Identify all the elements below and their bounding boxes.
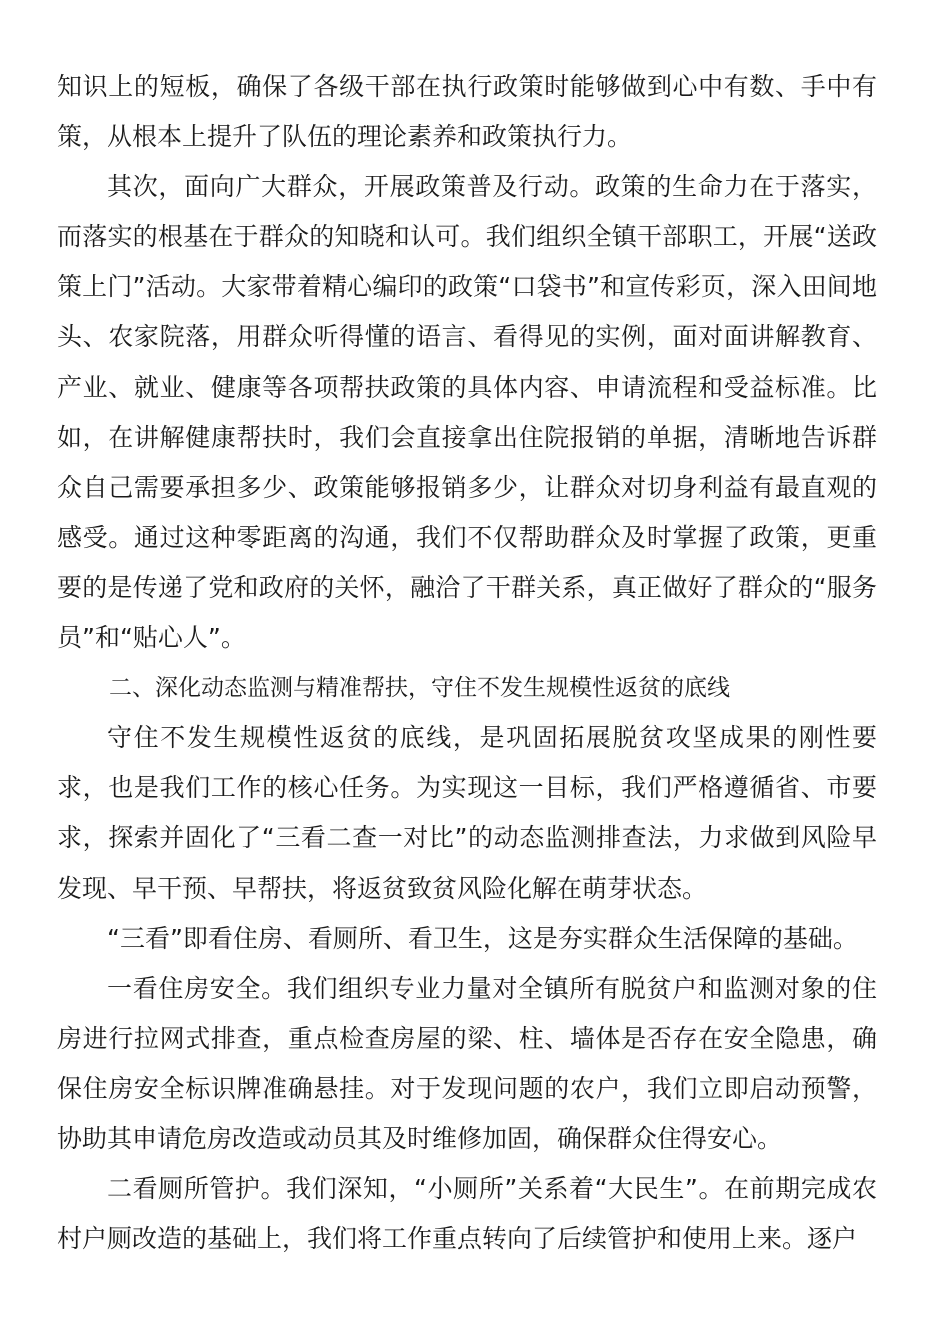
paragraph-policy-outreach: 其次，面向广大群众，开展政策普及行动。政策的生命力在于落实，而落实的根基在于群众的知晓和认可。我们组织全镇干部职工，开展“送政策上门”活动。大家带着精心编印的政策“口袋书”和宣传彩页，深入田间地头、农家院落，用群众听得懂的语言、看得见的实例，面对面讲解教育、产业、就业、健康等各项帮扶政策的具体内容、申请流程和受益标准。比如，在讲解健康帮扶时，我们会直接拿出住院报销的单据，清晰地告诉群众自己需要承担多少、政策能够报销多少，让群众对切身利益有最直观的感受。通过这种零距离的沟通，我们不仅帮助群众及时掌握了政策，更重要的是传递了党和政府的关怀，融洽了干群关系，真正做好了群众的“服务员”和“贴心人”。: [57, 172, 877, 653]
document-page: [57, 62, 877, 1264]
paragraph-toilet-management: 二看厕所管护。我们深知，“小厕所”关系着“大民生”。在前期完成农村户厕改造的基础上，我们将工作重点转向了后续管护和使用上来。逐户: [57, 1174, 877, 1254]
paragraph-three-checks: “三看”即看住房、看厕所、看卫生，这是夯实群众生活保障的基础。: [107, 923, 858, 953]
paragraph-continuation: 知识上的短板，确保了各级干部在执行政策时能够做到心中有数、手中有策，从根本上提升了队伍的理论素养和政策执行力。: [57, 72, 877, 152]
paragraph-housing-safety: 一看住房安全。我们组织专业力量对全镇所有脱贫户和监测对象的住房进行拉网式排查，重点检查房屋的梁、柱、墙体是否存在安全隐患，确保住房安全标识牌准确悬挂。对于发现问题的农户，我们立即启动预警，协助其申请危房改造或动员其及时维修加固，确保群众住得安心。: [57, 973, 877, 1153]
paragraph-monitoring: 守住不发生规模性返贫的底线，是巩固拓展脱贫攻坚成果的刚性要求，也是我们工作的核心任务。为实现这一目标，我们严格遵循省、市要求，探索并固化了“三看二查一对比”的动态监测排查法，力求做到风险早发现、早干预、早帮扶，将返贫致贫风险化解在萌芽状态。: [57, 723, 877, 903]
section-heading: 二、深化动态监测与精准帮扶，守住不发生规模性返贫的底线: [109, 675, 730, 702]
